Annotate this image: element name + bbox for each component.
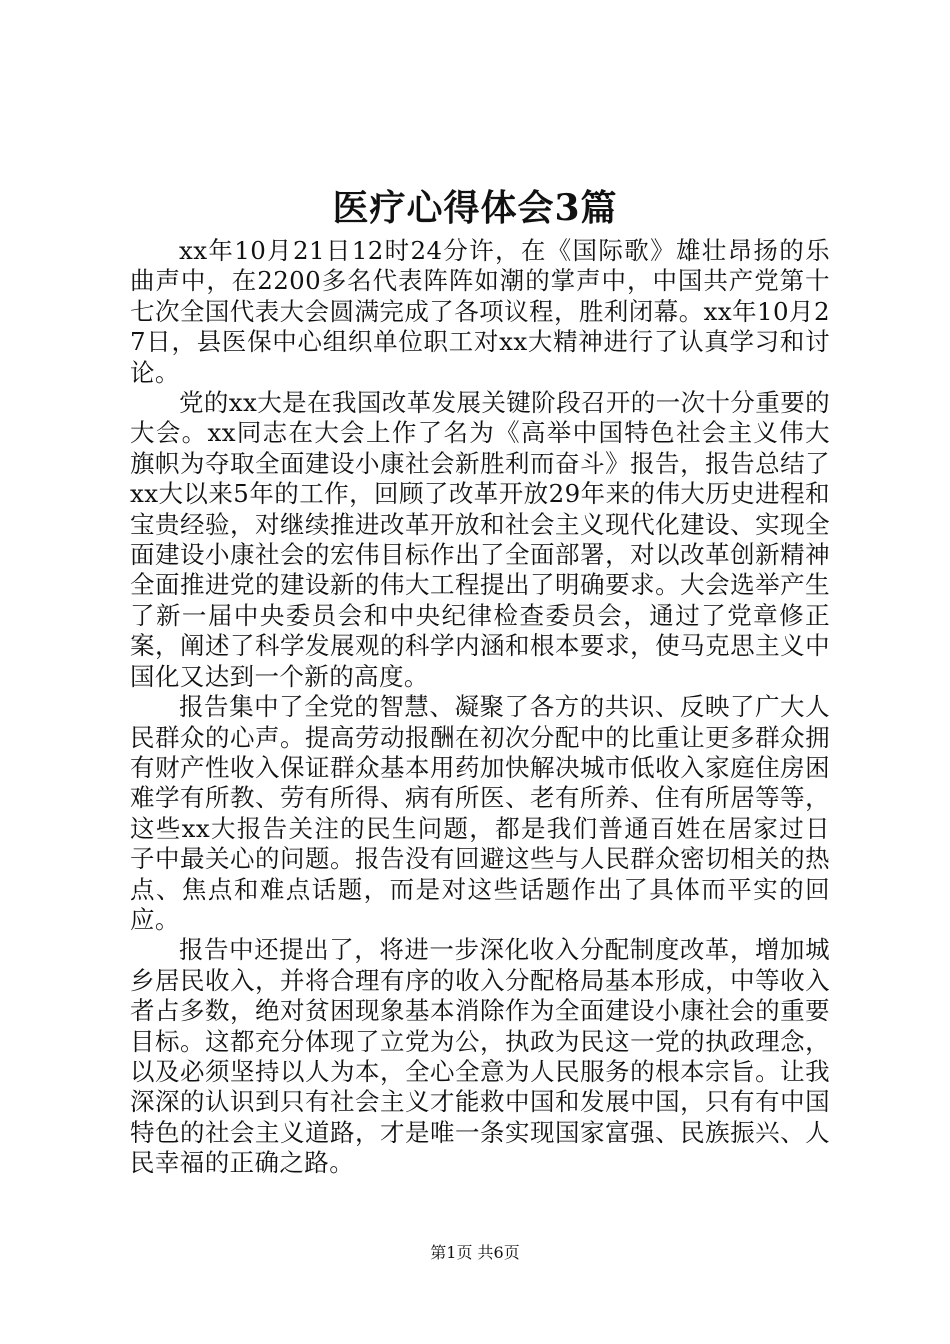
document-title: 医疗心得体会3篇 xyxy=(332,187,618,229)
paragraph-2: 党的xx大是在我国改革发展关键阶段召开的一次十分重要的大会。xx同志在大会上作了名为《高举中国特色社会主义伟大旗帜为夺取全面建设小康社会新胜利而奋斗》报告，报告总结了xx大以来5年的工作，回顾了改革开放29年来的伟大历史进程和宝贵经验，对继续推进改革开放和社会主义现代化建设、实现全面建设小康社会的宏伟目标作出了全面部署，对以改革创新精神全面推进党的建设新的伟大工程提出了明确要求。大会选举产生了新一届中央委员会和中央纪律检查委员会，通过了党章修正案，阐述了科学发展观的科学内涵和根本要求，使马克思主义中国化又达到一个新的高度。 xyxy=(130,388,830,691)
page-footer xyxy=(0,1242,950,1264)
document-body xyxy=(130,236,830,1179)
paragraph-4: 报告中还提出了，将进一步深化收入分配制度改革，增加城乡居民收入，并将合理有序的收入分配格局基本形成，中等收入者占多数，绝对贫困现象基本消除作为全面建设小康社会的重要目标。这都充分体现了立党为公，执政为民这一党的执政理念，以及必须坚持以人为本，全心全意为人民服务的根本宗旨。让我深深的认识到只有社会主义才能救中国和发展中国，只有有中国特色的社会主义道路，才是唯一条实现国家富强、民族振兴、人民幸福的正确之路。 xyxy=(130,935,830,1178)
paragraph-1: xx年10月21日12时24分许，在《国际歌》雄壮昂扬的乐曲声中，在2200多名代表阵阵如潮的掌声中，中国共产党第十七次全国代表大会圆满完成了各项议程，胜利闭幕。xx年10月27日，县医保中心组织单位职工对xx大精神进行了认真学习和讨论。 xyxy=(130,236,830,387)
paragraph-3: 报告集中了全党的智慧、凝聚了各方的共识、反映了广大人民群众的心声。提高劳动报酬在初次分配中的比重让更多群众拥有财产性收入保证群众基本用药加快解决城市低收入家庭住房困难学有所教、劳有所得、病有所医、老有所养、住有所居等等，这些xx大报告关注的民生问题，都是我们普通百姓在居家过日子中最关心的问题。报告没有回避这些与人民群众密切相关的热点、焦点和难点话题，而是对这些话题作出了具体而平实的回应。 xyxy=(130,692,830,934)
page-number-indicator: 第1页 共6页 xyxy=(430,1243,520,1262)
